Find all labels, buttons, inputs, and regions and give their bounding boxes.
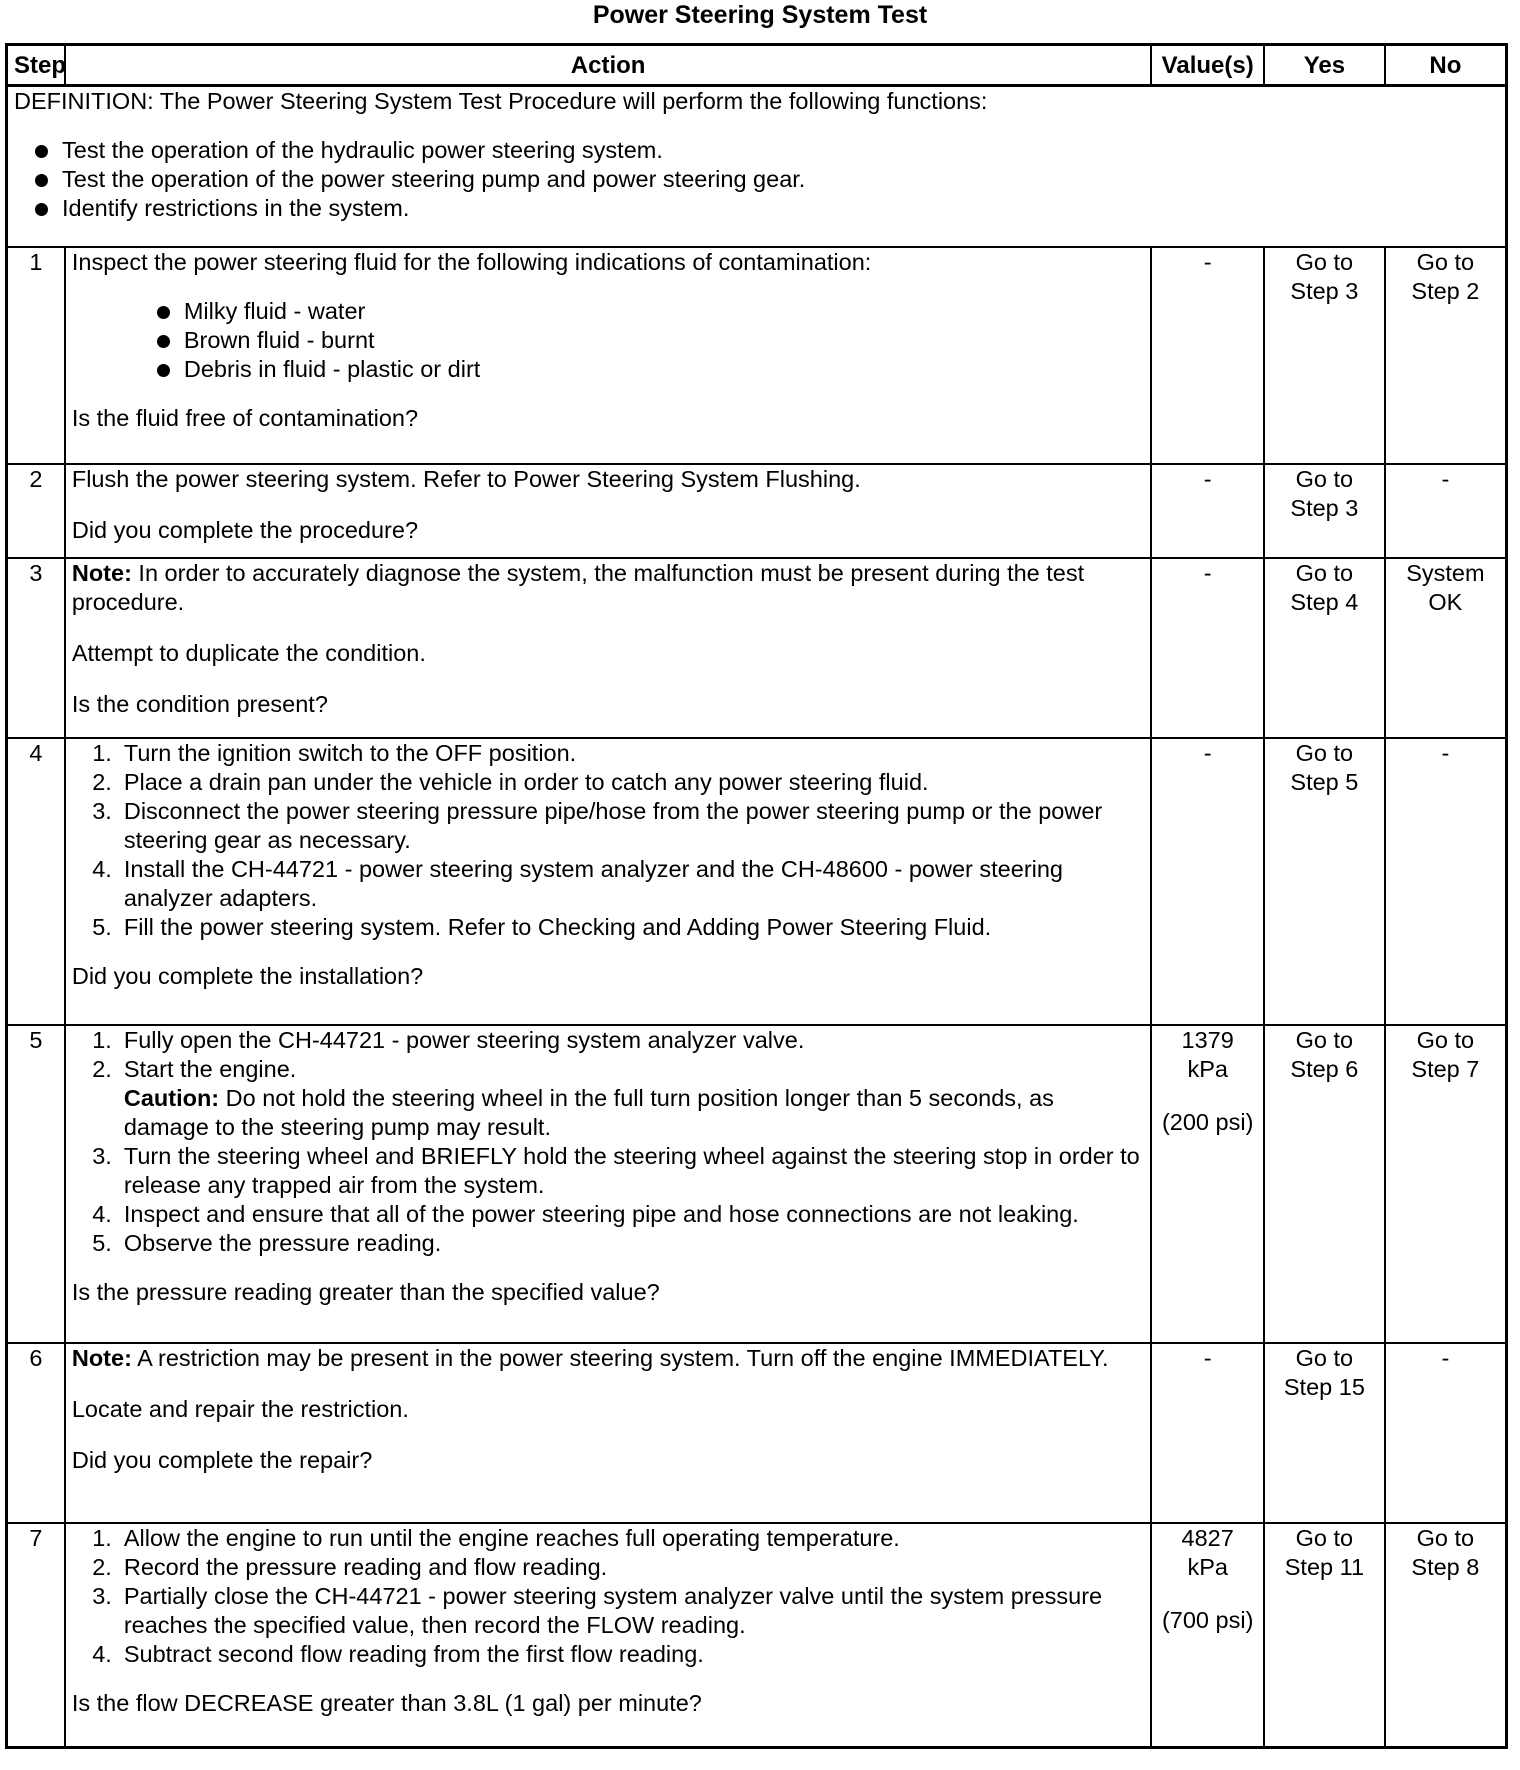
action-intro: Inspect the power steering fluid for the following indications of contamination:	[71, 249, 872, 275]
list-item	[86, 797, 1145, 855]
caution-note	[124, 1084, 1145, 1142]
table-row	[7, 558, 1507, 738]
item-text: Install the CH-44721 - power steering system analyzer and the CH-48600 - power steering analyzer adapters.	[123, 856, 1064, 911]
list-item	[86, 1582, 1145, 1640]
page-title: Power Steering System Test	[592, 1, 928, 29]
no-line: Step 8	[1411, 1554, 1480, 1580]
table-row	[7, 1523, 1507, 1748]
table-row	[7, 464, 1507, 558]
action-cell	[65, 1523, 1152, 1748]
no-line: -	[1441, 1345, 1450, 1371]
action-question: Is the flow DECREASE greater than 3.8L (1 gal) per minute?	[71, 1690, 702, 1716]
item-number: 4.	[92, 1201, 112, 1227]
step-number: 7	[7, 1523, 65, 1748]
action-question: Is the pressure reading greater than the specified value?	[71, 1279, 660, 1305]
list-item	[86, 739, 1145, 768]
value-cell: -	[1151, 464, 1264, 558]
list-item	[86, 1055, 1145, 1142]
item-text: Start the engine.	[123, 1056, 297, 1082]
step-number: 2	[7, 464, 65, 558]
yes-line: Go to	[1295, 1525, 1354, 1551]
yes-line: Step 15	[1283, 1374, 1365, 1400]
yes-cell	[1264, 1523, 1385, 1748]
item-text: Fill the power steering system. Refer to Checking and Adding Power Steering Fluid.	[123, 914, 992, 940]
value-primary: 4827	[1181, 1525, 1234, 1551]
item-number: 4.	[92, 1641, 112, 1667]
action-instruction: Locate and repair the restriction.	[71, 1396, 409, 1422]
note-text: A restriction may be present in the power steering system. Turn off the engine IMMEDIATELY.	[131, 1345, 1109, 1371]
item-text: Turn the ignition switch to the OFF position.	[123, 740, 577, 766]
item-text: Partially close the CH-44721 - power steering system analyzer valve until the system pressure reaches the specified value, then record the FLOW reading.	[123, 1583, 1103, 1638]
list-item	[86, 1026, 1145, 1055]
action-question: Did you complete the procedure?	[71, 517, 419, 543]
yes-line: Go to	[1295, 1027, 1354, 1053]
table-row	[7, 1343, 1507, 1523]
step-number: 3	[7, 558, 65, 738]
item-text: Subtract second flow reading from the first flow reading.	[123, 1641, 704, 1667]
yes-cell	[1264, 1343, 1385, 1523]
header-action: Action	[65, 45, 1152, 86]
no-cell	[1385, 1523, 1507, 1748]
action-cell	[65, 247, 1152, 464]
value-cell: -	[1151, 558, 1264, 738]
item-number: 5.	[92, 1230, 112, 1256]
action-cell	[65, 558, 1152, 738]
yes-cell	[1264, 738, 1385, 1025]
value-cell	[1151, 1025, 1264, 1343]
action-instruction: Attempt to duplicate the condition.	[71, 640, 426, 666]
header-no: No	[1385, 45, 1507, 86]
table-row	[7, 738, 1507, 1025]
list-item	[86, 768, 1145, 797]
list-item: Test the operation of the power steering pump and power steering gear.	[29, 165, 1499, 194]
no-cell	[1385, 558, 1507, 738]
no-line: Step 2	[1411, 278, 1480, 304]
procedure-list	[72, 1026, 1145, 1258]
no-line: Step 7	[1411, 1056, 1480, 1082]
no-cell	[1385, 738, 1507, 1025]
note-label: Note:	[71, 1345, 132, 1371]
item-number: 1.	[92, 740, 112, 766]
list-item	[86, 1553, 1145, 1582]
definition-list	[14, 136, 1499, 223]
value-cell: -	[1151, 247, 1264, 464]
item-text: Record the pressure reading and flow reading.	[123, 1554, 608, 1580]
yes-line: Step 11	[1284, 1554, 1365, 1580]
list-item	[86, 1142, 1145, 1200]
item-number: 4.	[92, 856, 112, 882]
no-line: OK	[1428, 589, 1463, 615]
yes-line: Step 4	[1290, 589, 1359, 615]
yes-line: Step 3	[1290, 495, 1359, 521]
list-item: Debris in fluid - plastic or dirt	[151, 355, 1145, 384]
action-question: Is the fluid free of contamination?	[71, 405, 419, 431]
action-question: Did you complete the repair?	[71, 1447, 373, 1473]
table-row	[7, 247, 1507, 464]
note-text: In order to accurately diagnose the system, the malfunction must be present during the test procedure.	[71, 560, 1085, 615]
list-item: Identify restrictions in the system.	[29, 194, 1499, 223]
action-question: Did you complete the installation?	[71, 963, 424, 989]
value-unit: kPa	[1187, 1554, 1228, 1580]
yes-line: Step 5	[1290, 769, 1359, 795]
item-text: Inspect and ensure that all of the power steering pipe and hose connections are not leaking.	[123, 1201, 1079, 1227]
list-item: Test the operation of the hydraulic power steering system.	[29, 136, 1499, 165]
list-item	[86, 855, 1145, 913]
list-item: Brown fluid - burnt	[151, 326, 1145, 355]
list-item: Milky fluid - water	[151, 297, 1145, 326]
item-text: Allow the engine to run until the engine reaches full operating temperature.	[123, 1525, 900, 1551]
item-number: 1.	[92, 1525, 112, 1551]
action-cell	[65, 1025, 1152, 1343]
caution-label: Caution:	[123, 1085, 220, 1111]
no-cell	[1385, 1343, 1507, 1523]
header-yes: Yes	[1264, 45, 1385, 86]
yes-line: Go to	[1295, 466, 1354, 492]
list-item	[86, 1524, 1145, 1553]
yes-line: Step 3	[1290, 278, 1359, 304]
yes-cell	[1264, 247, 1385, 464]
no-line: Go to	[1416, 249, 1475, 275]
item-number: 1.	[92, 1027, 112, 1053]
item-text: Observe the pressure reading.	[123, 1230, 442, 1256]
no-cell	[1385, 1025, 1507, 1343]
header-values: Value(s)	[1151, 45, 1264, 86]
action-cell	[65, 1343, 1152, 1523]
list-item	[86, 1200, 1145, 1229]
table-row	[7, 1025, 1507, 1343]
yes-line: Go to	[1295, 1345, 1354, 1371]
yes-line: Go to	[1295, 560, 1354, 586]
yes-cell	[1264, 464, 1385, 558]
item-text: Place a drain pan under the vehicle in order to catch any power steering fluid.	[123, 769, 929, 795]
item-text: Fully open the CH-44721 - power steering system analyzer valve.	[123, 1027, 805, 1053]
item-number: 3.	[92, 1143, 112, 1169]
no-line: Go to	[1416, 1525, 1475, 1551]
yes-cell	[1264, 1025, 1385, 1343]
item-number: 2.	[92, 1554, 112, 1580]
procedure-list	[72, 1524, 1145, 1669]
list-item	[86, 1640, 1145, 1669]
definition-row	[7, 86, 1507, 248]
definition-text: DEFINITION: The Power Steering System Test Procedure will perform the following functions:	[14, 88, 988, 114]
no-line: -	[1441, 740, 1450, 766]
caution-text: Do not hold the steering wheel in the full turn position longer than 5 seconds, as damage to the steering pump may result.	[123, 1085, 1054, 1140]
definition-cell	[7, 86, 1507, 248]
value-cell	[1151, 1523, 1264, 1748]
value-primary: 1379	[1181, 1027, 1234, 1053]
item-number: 5.	[92, 914, 112, 940]
yes-line: Go to	[1295, 740, 1354, 766]
value-cell: -	[1151, 738, 1264, 1025]
procedure-table	[5, 43, 1508, 1749]
item-number: 3.	[92, 1583, 112, 1609]
yes-line: Step 6	[1290, 1056, 1359, 1082]
item-number: 3.	[92, 798, 112, 824]
step-number: 4	[7, 738, 65, 1025]
action-cell	[65, 464, 1152, 558]
item-number: 2.	[92, 769, 112, 795]
procedure-list	[72, 739, 1145, 942]
list-item	[86, 1229, 1145, 1258]
item-text: Disconnect the power steering pressure pipe/hose from the power steering pump or the power steering gear as necessary.	[123, 798, 1103, 853]
value-unit: kPa	[1187, 1056, 1228, 1082]
step-number: 6	[7, 1343, 65, 1523]
value-alt: (200 psi)	[1161, 1109, 1254, 1135]
no-line: System	[1406, 560, 1485, 586]
item-text: Turn the steering wheel and BRIEFLY hold the steering wheel against the steering stop in order to release any trapped air from the system.	[123, 1143, 1140, 1198]
action-intro: Flush the power steering system. Refer to Power Steering System Flushing.	[71, 466, 861, 492]
action-question: Is the condition present?	[71, 691, 328, 717]
header-step: Step	[7, 45, 65, 86]
yes-cell	[1264, 558, 1385, 738]
no-line: Go to	[1416, 1027, 1475, 1053]
no-line: -	[1441, 466, 1450, 492]
action-note	[72, 1344, 1145, 1373]
yes-line: Go to	[1295, 249, 1354, 275]
note-label: Note:	[71, 560, 132, 586]
action-cell	[65, 738, 1152, 1025]
no-cell	[1385, 247, 1507, 464]
list-item	[86, 913, 1145, 942]
table-header-row	[7, 45, 1507, 86]
step-number: 1	[7, 247, 65, 464]
step-number: 5	[7, 1025, 65, 1343]
action-note	[72, 559, 1145, 617]
contamination-list	[72, 297, 1145, 384]
item-number: 2.	[92, 1056, 112, 1082]
no-cell	[1385, 464, 1507, 558]
value-alt: (700 psi)	[1161, 1607, 1254, 1633]
value-cell: -	[1151, 1343, 1264, 1523]
